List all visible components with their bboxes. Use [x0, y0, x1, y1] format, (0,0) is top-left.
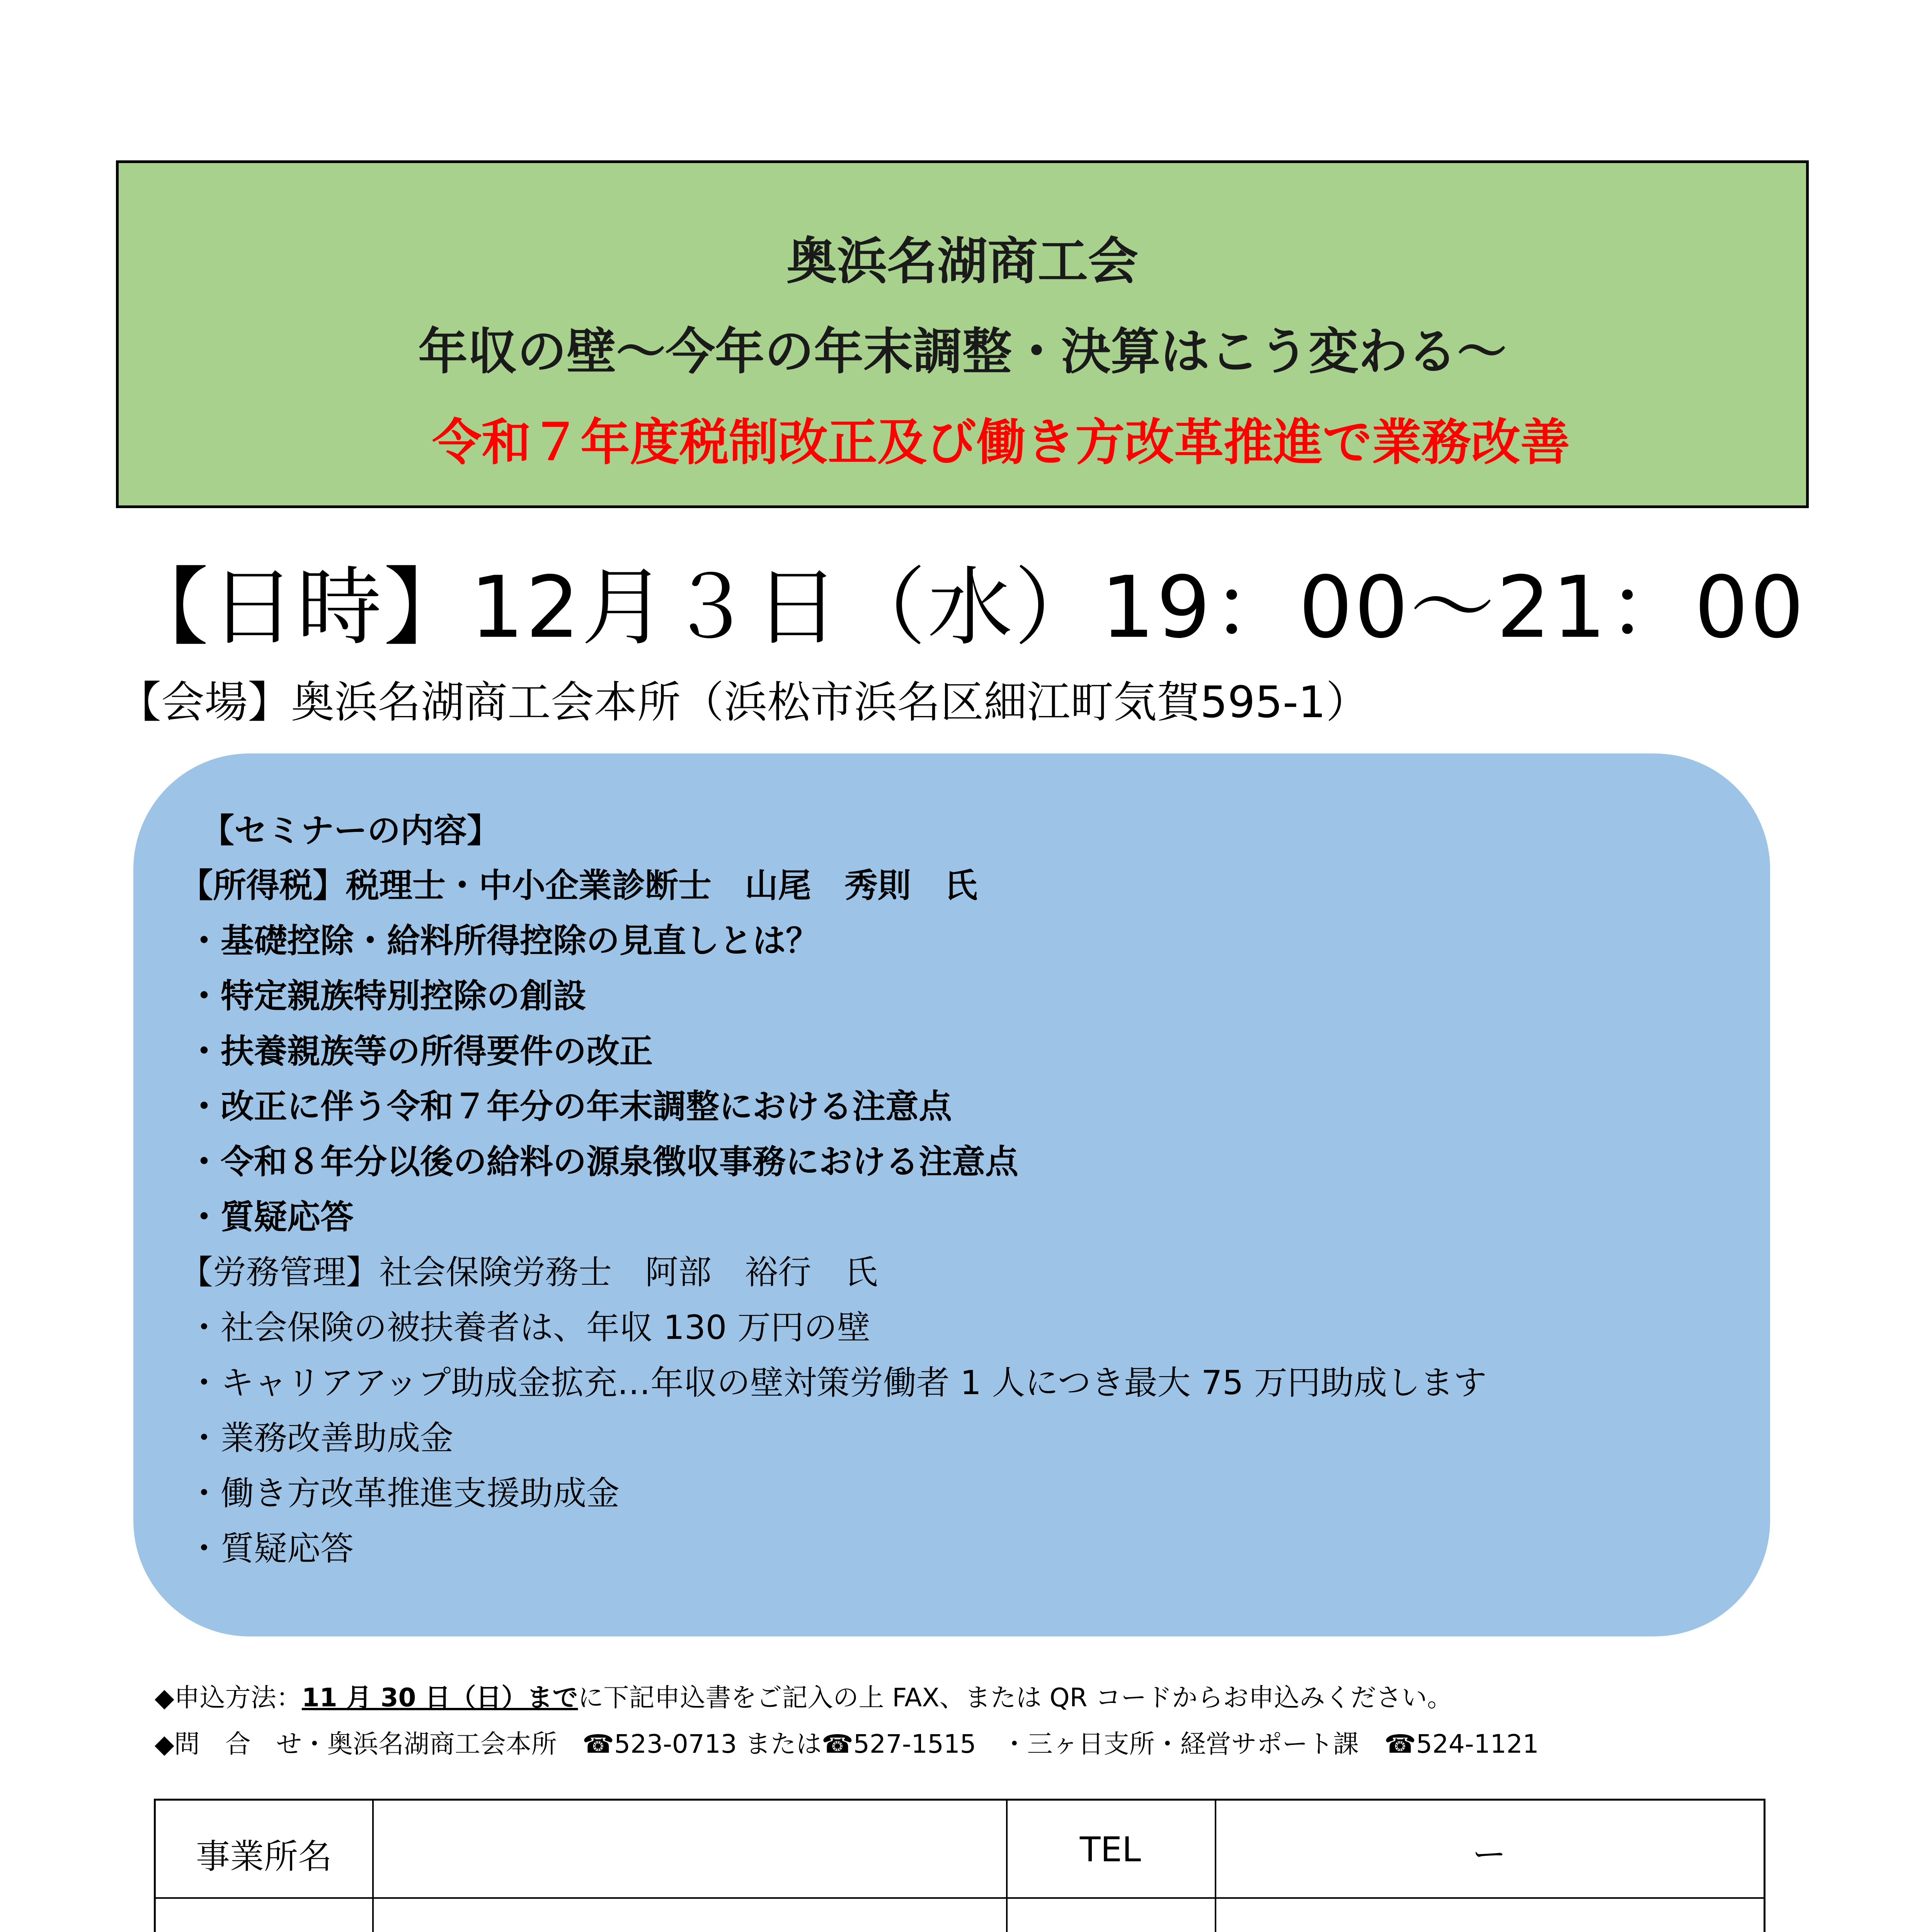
- event-venue: 【会場】奥浜名湖商工会本所（浜松市浜名区細江町気賀595-1）: [118, 677, 1369, 728]
- tax-item: ・令和８年分以後の給料の源泉徴収事務における注意点: [187, 1143, 1018, 1181]
- email-field[interactable]: [1217, 1899, 1762, 1932]
- header-box: [116, 160, 1809, 508]
- labor-item: ・業務改善助成金: [187, 1419, 453, 1458]
- attendee-field[interactable]: [374, 1899, 1004, 1932]
- tax-item: ・改正に伴う令和７年分の年末調整における注意点: [187, 1087, 952, 1126]
- attendee-label: [156, 1926, 372, 1932]
- apply-deadline: 11 月 30 日（日）まで: [301, 1683, 578, 1713]
- contact-info: ◆問 合 せ・奥浜名湖商工会本所 ☎523-0713 または☎527-1515 ・三ヶ日支所・経営サポート課 ☎524-1121: [155, 1729, 1539, 1759]
- seminar-heading: 【セミナーの内容】: [201, 811, 500, 850]
- tax-heading: 【所得税】税理士・中小企業診断士 山尾 秀則 氏: [180, 866, 977, 905]
- header-org: 奥浜名湖商工会: [786, 232, 1138, 291]
- tax-item: ・扶養親族等の所得要件の改正: [187, 1032, 653, 1071]
- apply-suffix: に下記申込書をご記入の上 FAX、または QR コードからお申込みください。: [578, 1683, 1453, 1713]
- apply-prefix: ◆申込方法：: [155, 1683, 302, 1713]
- header-subtitle: 令和７年度税制改正及び働き方改革推進で業務改善: [432, 414, 1570, 471]
- labor-heading: 【労務管理】社会保険労務士 阿部 裕行 氏: [180, 1253, 878, 1292]
- labor-item: ・働き方改革推進支援助成金: [187, 1474, 620, 1513]
- application-form: [154, 1799, 1765, 1932]
- event-datetime: 【日時】12月３日（水）19：00～21：00: [124, 558, 1806, 657]
- labor-item: ・社会保険の被扶養者は、年収 130 万円の壁: [187, 1308, 870, 1347]
- tel-field[interactable]: ー: [1472, 1835, 1506, 1874]
- header-title: 年収の壁～今年の年末調整・決算はこう変わる～: [418, 323, 1507, 381]
- tax-item: ・質疑応答: [187, 1198, 354, 1236]
- apply-method: [155, 1677, 1452, 1714]
- tax-item: ・基礎控除・給料所得控除の見直しとは？: [187, 922, 819, 960]
- business-name-label: 事業所名: [196, 1837, 332, 1876]
- seminar-content-box: [133, 753, 1770, 1636]
- email-label: [1006, 1926, 1215, 1932]
- business-name-field[interactable]: [374, 1803, 1004, 1895]
- tel-label: TEL: [1079, 1830, 1141, 1869]
- labor-item: ・質疑応答: [187, 1529, 354, 1568]
- tax-item: ・特定親族特別控除の創設: [187, 977, 586, 1015]
- labor-item: ・キャリアアップ助成金拡充…年収の壁対策労働者 1 人につき最大 75 万円助成します: [187, 1364, 1487, 1402]
